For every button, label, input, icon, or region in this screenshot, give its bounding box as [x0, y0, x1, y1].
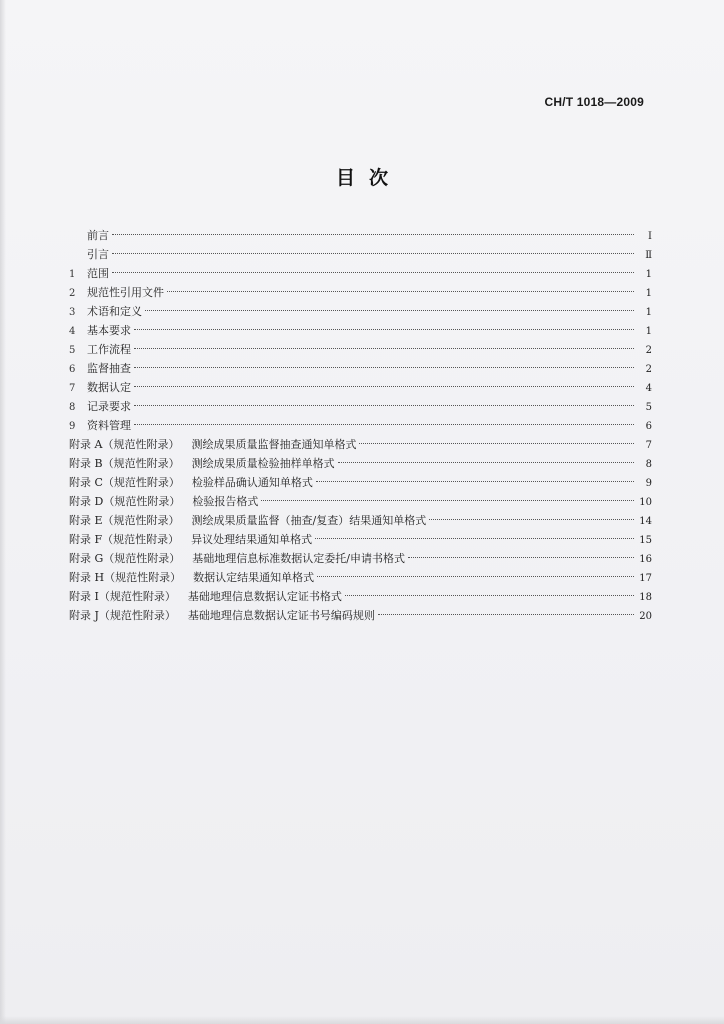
- toc-entry-label: 前言: [87, 229, 109, 242]
- toc-entry-number: 3: [69, 307, 76, 318]
- toc-entry-label: 基础地理信息数据认定证书格式: [187, 590, 342, 603]
- toc-entry[interactable]: [69, 435, 652, 454]
- toc-entry-label: 监督抽查: [87, 362, 131, 375]
- toc-entry[interactable]: [69, 302, 652, 321]
- toc-entry-number: 2: [69, 288, 76, 299]
- toc-page-number: 9: [645, 478, 652, 489]
- toc-entry[interactable]: [69, 511, 652, 530]
- toc-page-number: 2: [645, 345, 652, 356]
- toc-appendix-tag: 附录 A（规范性附录）: [69, 438, 180, 451]
- toc-page-number: 14: [639, 516, 652, 527]
- toc-page-number: 4: [645, 383, 652, 394]
- toc-entry-label: 范围: [87, 267, 109, 280]
- toc-dot-leader: [134, 348, 634, 349]
- toc-entry-label: 测绘成果质量监督（抽查/复查）结果通知单格式: [191, 514, 427, 527]
- toc-entry-number: 1: [69, 269, 76, 280]
- toc-page-number: 17: [639, 573, 652, 584]
- toc-page-number: 6: [645, 421, 652, 432]
- toc-dot-leader: [167, 291, 634, 292]
- toc-page-number: 2: [645, 364, 652, 375]
- toc-entry-number: 7: [69, 383, 76, 394]
- toc-dot-leader: [112, 272, 634, 273]
- toc-page-number: Ⅰ: [648, 231, 652, 242]
- toc-page-number: 10: [639, 497, 652, 508]
- toc-dot-leader: [429, 519, 634, 520]
- toc-entry[interactable]: [69, 606, 652, 625]
- toc-entry-label: 工作流程: [87, 343, 131, 356]
- toc-page-number: Ⅱ: [645, 250, 652, 261]
- toc-entry-number: 9: [69, 421, 76, 432]
- toc-entry[interactable]: [69, 549, 652, 568]
- toc-dot-leader: [112, 234, 634, 235]
- toc-page-number: 16: [639, 554, 652, 565]
- toc-page-number: 8: [645, 459, 652, 470]
- toc-entry[interactable]: [69, 226, 652, 245]
- toc-page-number: 20: [639, 611, 652, 622]
- toc-entry[interactable]: [69, 473, 652, 492]
- toc-entry[interactable]: [69, 264, 652, 283]
- toc-entry[interactable]: [69, 454, 652, 473]
- toc-entry-label: 记录要求: [87, 400, 131, 413]
- toc-dot-leader: [134, 367, 634, 368]
- toc-dot-leader: [112, 253, 634, 254]
- toc-entry[interactable]: [69, 568, 652, 587]
- toc-appendix-tag: 附录 I（规范性附录）: [69, 590, 176, 603]
- toc-entry-label: 规范性引用文件: [87, 286, 164, 299]
- toc-entry[interactable]: [69, 416, 652, 435]
- toc-appendix-tag: 附录 G（规范性附录）: [69, 552, 181, 565]
- standard-code: CH/T 1018—2009: [544, 95, 644, 109]
- toc-entry[interactable]: [69, 245, 652, 264]
- toc-entry[interactable]: [69, 340, 652, 359]
- toc-dot-leader: [315, 538, 634, 539]
- toc-dot-leader: [134, 405, 634, 406]
- toc-entry[interactable]: [69, 321, 652, 340]
- toc-dot-leader: [145, 310, 634, 311]
- toc-dot-leader: [345, 595, 634, 596]
- toc-page-number: 15: [639, 535, 652, 546]
- toc-appendix-tag: 附录 C（规范性附录）: [69, 476, 180, 489]
- toc-entry[interactable]: [69, 359, 652, 378]
- toc-entry[interactable]: [69, 378, 652, 397]
- toc-dot-leader: [134, 329, 634, 330]
- toc-entry-label: 基本要求: [87, 324, 131, 337]
- page-bottom-edge: [0, 1016, 724, 1024]
- toc-dot-leader: [316, 481, 634, 482]
- toc-dot-leader: [408, 557, 634, 558]
- toc-dot-leader: [378, 614, 634, 615]
- toc-entry-number: 4: [69, 326, 76, 337]
- toc-entry[interactable]: [69, 283, 652, 302]
- toc-entry-label: 术语和定义: [87, 305, 142, 318]
- toc-entry-number: 8: [69, 402, 76, 413]
- toc-appendix-tag: 附录 J（规范性附录）: [69, 609, 176, 622]
- toc-dot-leader: [359, 443, 634, 444]
- toc-appendix-tag: 附录 E（规范性附录）: [69, 514, 180, 527]
- toc-entry-label: 引言: [87, 248, 109, 261]
- toc-entry-label: 基础地理信息标准数据认定委托/申请书格式: [192, 552, 406, 565]
- toc-entry[interactable]: [69, 587, 652, 606]
- toc-dot-leader: [134, 424, 634, 425]
- toc-appendix-tag: 附录 H（规范性附录）: [69, 571, 182, 584]
- toc-entry-label: 检验报告格式: [192, 495, 259, 508]
- page-title: 目次: [335, 167, 402, 189]
- toc-entry-label: 异议处理结果通知单格式: [191, 533, 313, 546]
- toc-page-number: 7: [645, 440, 652, 451]
- toc-entry-label: 数据认定: [87, 381, 131, 394]
- toc-page-number: 18: [639, 592, 652, 603]
- toc-entry-label: 测绘成果质量检验抽样单格式: [191, 457, 335, 470]
- toc-dot-leader: [134, 386, 634, 387]
- toc-entry-label: 资料管理: [87, 419, 131, 432]
- toc-page-number: 5: [645, 402, 652, 413]
- toc-page-number: 1: [645, 288, 652, 299]
- toc-entry-label: 数据认定结果通知单格式: [193, 571, 315, 584]
- toc-entry[interactable]: [69, 530, 652, 549]
- toc-entry-label: 测绘成果质量监督抽查通知单格式: [191, 438, 357, 451]
- toc-entry-label: 基础地理信息数据认定证书号编码规则: [187, 609, 375, 622]
- toc-appendix-tag: 附录 B（规范性附录）: [69, 457, 180, 470]
- table-of-contents: [69, 226, 652, 625]
- toc-dot-leader: [261, 500, 634, 501]
- toc-entry-number: 6: [69, 364, 76, 375]
- toc-page-number: 1: [645, 269, 652, 280]
- toc-page-number: 1: [645, 326, 652, 337]
- page-left-edge: [0, 0, 6, 1024]
- toc-page-number: 1: [645, 307, 652, 318]
- toc-entry-label: 检验样品确认通知单格式: [191, 476, 313, 489]
- toc-entry-number: 5: [69, 345, 76, 356]
- toc-dot-leader: [338, 462, 634, 463]
- toc-entry[interactable]: [69, 397, 652, 416]
- toc-appendix-tag: 附录 F（规范性附录）: [69, 533, 180, 546]
- toc-entry[interactable]: [69, 492, 652, 511]
- toc-appendix-tag: 附录 D（规范性附录）: [69, 495, 181, 508]
- toc-dot-leader: [317, 576, 634, 577]
